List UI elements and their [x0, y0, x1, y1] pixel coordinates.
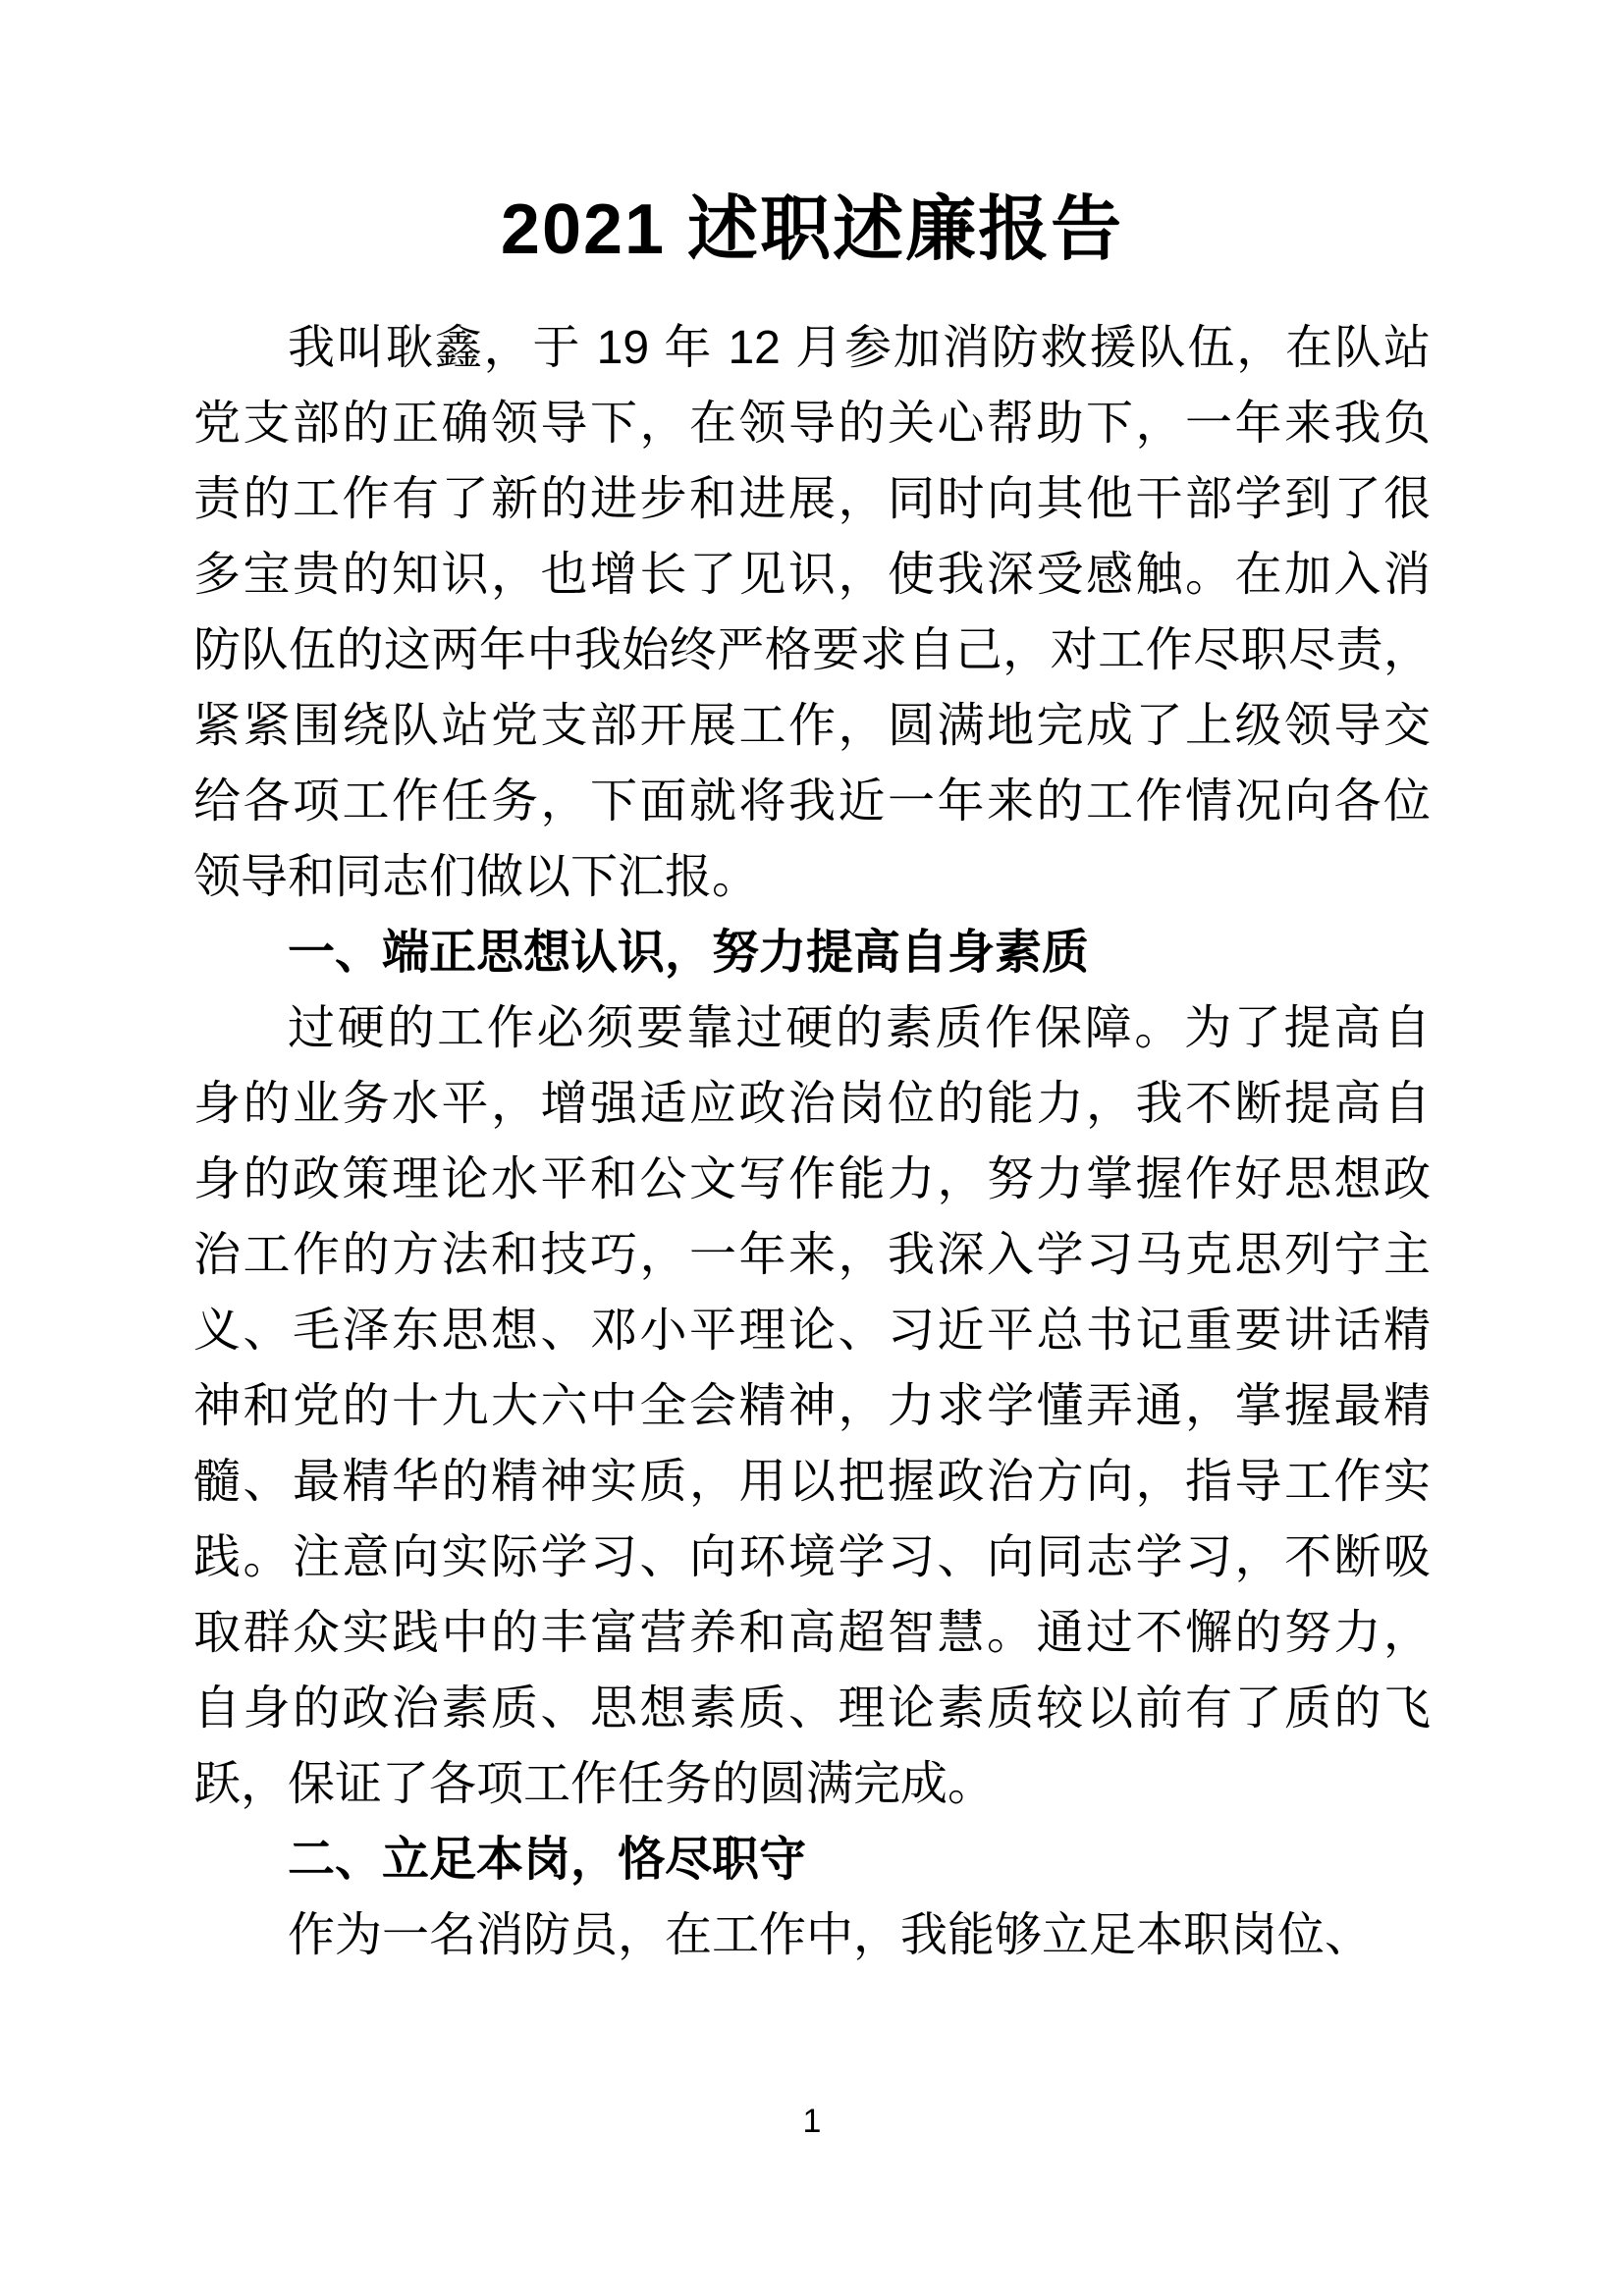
text-line: 髓、最精华的精神实质，用以把握政治方向，指导工作实: [193, 1456, 1431, 1508]
page-number: 1: [802, 2103, 822, 2140]
text-line: 领导和同志们做以下汇报。: [193, 851, 760, 903]
text-line: 我叫耿鑫，于 19 年 12 月参加消防救援队伍，在队站: [288, 322, 1431, 374]
text-line: 多宝贵的知识，也增长了见识，使我深受感触。在加入消: [193, 549, 1431, 601]
text-line: 治工作的方法和技巧，一年来，我深入学习马克思列宁主: [193, 1229, 1431, 1281]
text-line: 过硬的工作必须要靠过硬的素质作保障。为了提高自: [288, 1002, 1431, 1054]
text-line: 身的业务水平，增强适应政治岗位的能力，我不断提高自: [193, 1078, 1431, 1130]
document-title: 2021 述职述廉报告: [500, 190, 1124, 269]
section-heading: 一、端正思想认识，努力提高自身素质: [288, 927, 1090, 979]
text-line: 义、毛泽东思想、邓小平理论、习近平总书记重要讲话精: [193, 1305, 1431, 1357]
text-line: 给各项工作任务，下面就将我近一年来的工作情况向各位: [193, 775, 1431, 828]
text-line: 神和党的十九大六中全会精神，力求学懂弄通，掌握最精: [193, 1380, 1431, 1432]
text-line: 作为一名消防员，在工作中，我能够立足本职岗位、: [288, 1909, 1373, 1961]
text-line: 身的政策理论水平和公文写作能力，努力掌握作好思想政: [193, 1153, 1431, 1205]
section-heading: 二、立足本岗，恪尽职守: [288, 1834, 807, 1886]
text-line: 责的工作有了新的进步和进展，同时向其他干部学到了很: [193, 473, 1431, 525]
text-line: 党支部的正确领导下，在领导的关心帮助下，一年来我负: [193, 398, 1431, 450]
text-line: 跃，保证了各项工作任务的圆满完成。: [193, 1758, 996, 1810]
document-body: [193, 310, 1431, 1973]
text-line: 践。注意向实际学习、向环境学习、向同志学习，不断吸: [193, 1531, 1431, 1583]
text-line: 防队伍的这两年中我始终严格要求自己，对工作尽职尽责，: [193, 624, 1431, 676]
text-line: 自身的政治素质、思想素质、理论素质较以前有了质的飞: [193, 1682, 1431, 1735]
text-line: 取群众实践中的丰富营养和高超智慧。通过不懈的努力，: [193, 1607, 1431, 1659]
text-line: 紧紧围绕队站党支部开展工作，圆满地完成了上级领导交: [193, 700, 1431, 752]
